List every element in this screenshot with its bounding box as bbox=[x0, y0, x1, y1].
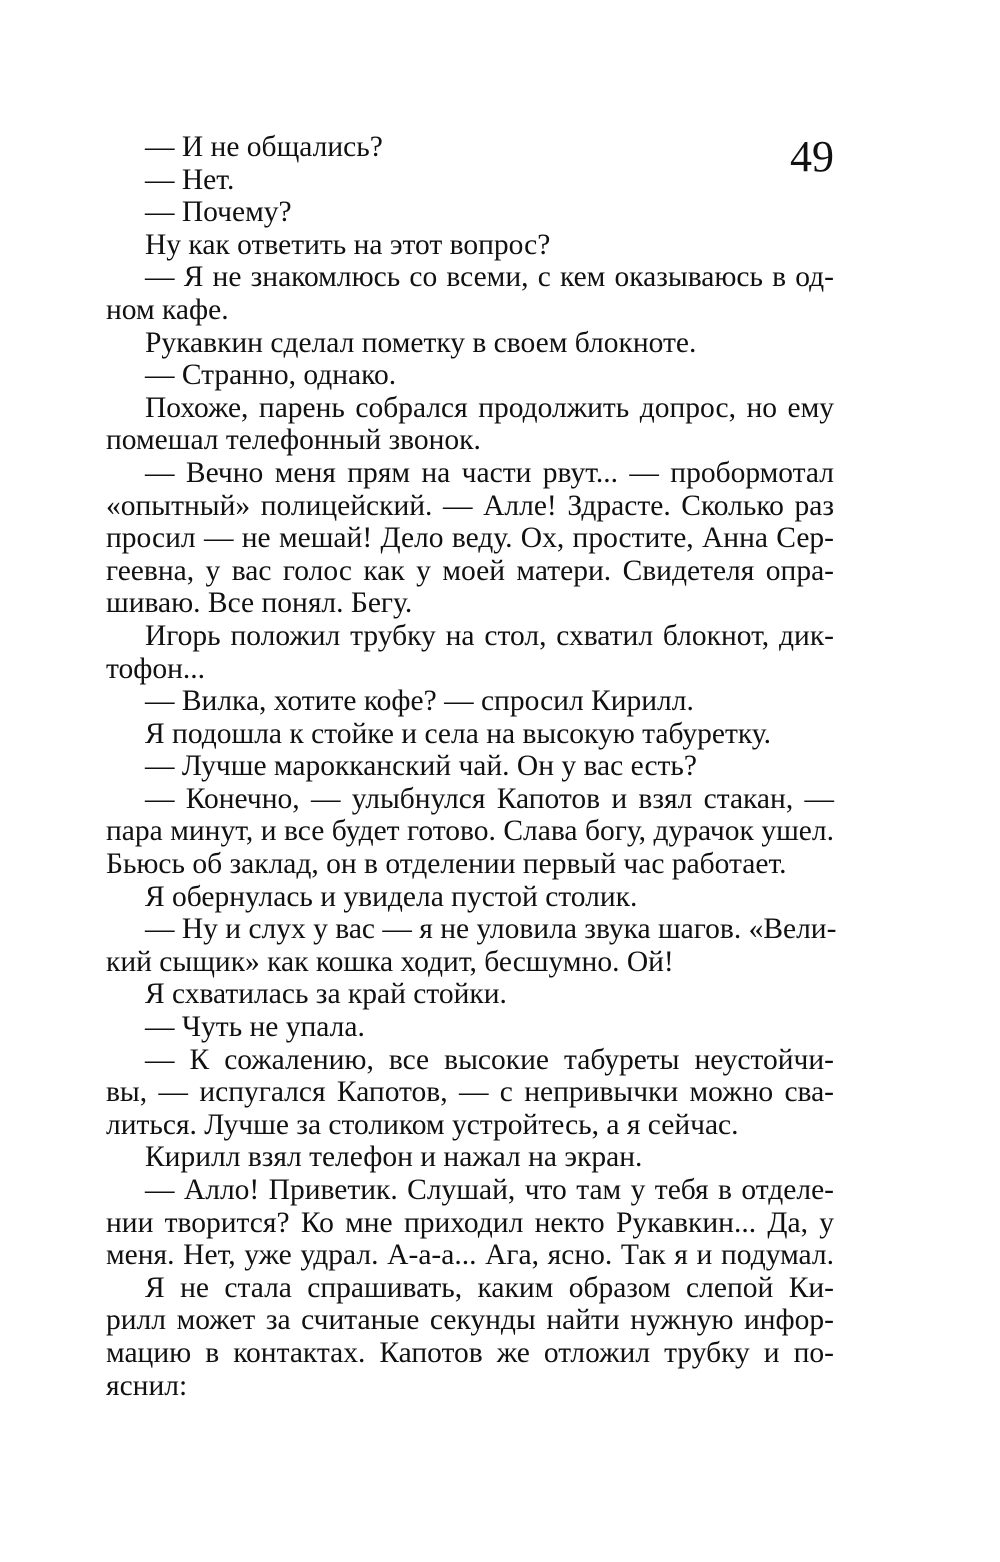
text-line: шиваю. Все понял. Бегу. bbox=[106, 587, 413, 620]
text-line: — Нет. bbox=[145, 163, 235, 196]
text-line: — Вечно меня прям на части рвут... — пробормотал bbox=[145, 456, 834, 489]
text-line: рилл может за считаные секунды найти нужную инфор- bbox=[106, 1304, 834, 1337]
text-line: — Почему? bbox=[145, 196, 292, 229]
text-line: Я не стала спрашивать, каким образом слепой Ки- bbox=[145, 1271, 834, 1304]
text-line: меня. Нет, уже удрал. А-а-а... Ага, ясно. Так я и подумал. bbox=[106, 1239, 834, 1272]
text-line: — Ну и слух у вас — я не уловила звука шагов. «Вели- bbox=[145, 913, 837, 946]
page-number: 49 bbox=[790, 132, 834, 181]
text-line: — Вилка, хотите кофе? — спросил Кирилл. bbox=[145, 685, 694, 718]
text-line: — Чуть не упала. bbox=[145, 1011, 365, 1044]
text-line: кий сыщик» как кошка ходит, бесшумно. Ой! bbox=[106, 945, 674, 978]
text-line: — К сожалению, все высокие табуреты неустойчи- bbox=[145, 1043, 834, 1076]
text-line: литься. Лучше за столиком устройтесь, а я сейчас. bbox=[106, 1108, 739, 1141]
text-line: — Я не знакомлюсь со всеми, с кем оказываюсь в од- bbox=[145, 261, 834, 294]
text-line: Игорь положил трубку на стол, схватил блокнот, дик- bbox=[145, 619, 834, 652]
text-line: Я схватилась за край стойки. bbox=[145, 978, 507, 1011]
text-line: Рукавкин сделал пометку в своем блокноте. bbox=[145, 326, 697, 359]
text-line: Я подошла к стойке и села на высокую табуретку. bbox=[145, 717, 771, 750]
text-line: — Лучше марокканский чай. Он у вас есть? bbox=[145, 750, 697, 783]
text-line: помешал телефонный звонок. bbox=[106, 424, 481, 457]
text-line: геевна, у вас голос как у моей матери. Свидетеля опра- bbox=[106, 554, 834, 587]
text-line: пара минут, и все будет готово. Слава богу, дурачок ушел. bbox=[106, 815, 834, 848]
text-line: Похоже, парень собрался продолжить допрос, но ему bbox=[145, 391, 834, 424]
text-line: Ну как ответить на этот вопрос? bbox=[145, 228, 551, 261]
text-line: мацию в контактах. Капотов же отложил трубку и по- bbox=[106, 1336, 834, 1369]
text-line: тофон... bbox=[106, 652, 206, 685]
text-line: — Конечно, — улыбнулся Капотов и взял стакан, — bbox=[145, 782, 834, 815]
text-line: Бьюсь об заклад, он в отделении первый час работает. bbox=[106, 848, 787, 881]
text-line: ном кафе. bbox=[106, 293, 229, 326]
text-line: — И не общались? bbox=[145, 131, 383, 163]
text-line: яснил: bbox=[106, 1369, 188, 1402]
text-line: — Странно, однако. bbox=[145, 359, 397, 392]
text-line: нии творится? Ко мне приходил некто Рукавкин... Да, у bbox=[106, 1206, 834, 1239]
text-line: Я обернулась и увидела пустой столик. bbox=[145, 880, 638, 913]
text-line: просил — не мешай! Дело веду. Ох, простите, Анна Сер- bbox=[106, 522, 834, 555]
text-line: вы, — испугался Капотов, — с непривычки можно сва- bbox=[106, 1076, 834, 1109]
text-line: — Алло! Приветик. Слушай, что там у тебя в отделе- bbox=[145, 1174, 834, 1206]
page-text bbox=[106, 131, 837, 1402]
text-line: «опытный» полицейский. — Алле! Здрасте. Сколько раз bbox=[106, 489, 834, 522]
text-line: Кирилл взял телефон и нажал на экран. bbox=[145, 1141, 643, 1174]
